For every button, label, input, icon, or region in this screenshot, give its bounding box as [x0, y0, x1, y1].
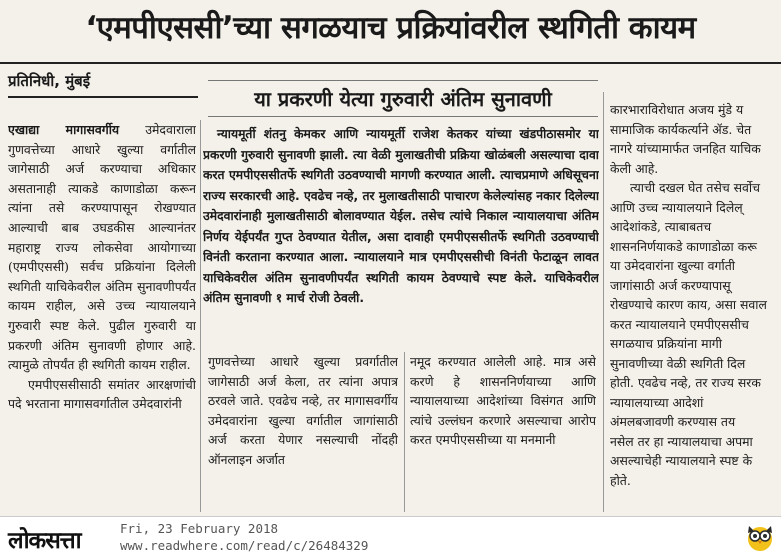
right-line: नागरे यांच्यामार्फत जनहित याचिक — [610, 141, 761, 156]
right-line: या उमेदवारांना खुल्या वर्गाती — [610, 258, 735, 273]
source-url[interactable]: www.readwhere.com/read/c/26484329 — [120, 538, 369, 553]
lead-in: एखाद्या मागासवर्गीय — [8, 122, 120, 137]
publication-date: Fri, 23 February 2018 — [120, 521, 279, 536]
right-line: होती. एवढेच नव्हे, तर राज्य सरक — [610, 375, 761, 390]
center-column-b — [410, 352, 596, 512]
right-line: करत न्यायालयाने एमपीएससीच — [610, 316, 749, 332]
center-bold-block — [203, 124, 599, 349]
right-line: सगळयाच प्रक्रियांना मागी — [610, 336, 722, 351]
right-line: आणि उच्च न्यायालयाने दिलेल् — [610, 199, 743, 215]
right-line: रोखण्याचे कारण काय, असा सवाल — [610, 297, 767, 312]
headline: ‘एमपीएससी’च्या सगळयाच प्रक्रियांवरील स्थगिती कायम — [85, 10, 696, 46]
right-column — [610, 100, 781, 510]
newspaper-logo: लोकसत्ता — [8, 528, 81, 554]
owl-icon — [745, 520, 775, 552]
byline: प्रतिनिधी, मुंबई — [8, 72, 91, 90]
right-line: नसेल तर हा न्यायालयाचा अपमा — [610, 433, 753, 449]
right-line: कारभाराविरोधात अजय मुंडे य — [610, 102, 744, 117]
right-line: जागांसाठी अर्ज करण्यापासू — [610, 277, 731, 293]
right-line: होते. — [610, 472, 631, 488]
byline-rule — [8, 96, 198, 98]
center-column-a — [208, 352, 398, 512]
left-column — [8, 120, 196, 512]
center-column-a-text: गुणवत्तेच्या आधारे खुल्या प्रवर्गातील जागेसाठी अर्ज केला, तर त्यांना अपात्र ठरवले जाते. एवढेच नव्हे, तर मागासवर्गीय उमेदवारांना खुल्या वर्गातील जागांसाठी अर्ज करता येणार नसल्याची नोंदही ऑनलाइन अर्जात — [208, 354, 398, 467]
right-line: असल्याचेही न्यायालयाने स्पष्ट के — [610, 453, 753, 468]
center-bold-paragraph: न्यायमूर्ती शंतनु केमकर आणि न्यायमूर्ती राजेश केतकर यांच्या खंडपीठासमोर या प्रकरणी गुरुवारी सुनावणी झाली. त्या वेळी मुलाखतीची प्रक्रिया खोळंबली असल्याचा दावा करत एमपीएससीतर्फे स्थगिती उठवण्याची मागणी करण्यात आली. त्याचप्रमाणे अधिसूचना राज्य सरकारची आहे. एवढेच नव्हे, तर मुलाखतीसाठी पाचारण केलेल्यांसह नकार दिलेल्या उमेदवारांनाही मुलाखतीसाठी बोलावण्यात येईल. तसेच त्यांचे निकाल न्यायालयाचा अंतिम निर्णय येईपर्यंत गुप्त ठेवण्यात येतील, असा दावाही एमपीएससीतर्फे स्थगिती उठवण्याची विनंती करताना करण्यात आला. न्यायालयाने मात्र एमपीएससीची विनंती फेटाळून लावत याचिकेवरील अंतिम सुनावणीपर्यंत स्थगिती कायम ठेवण्याचे स्पष्ट केले. याचिकेवरील अंतिम सुनावणी १ मार्च रोजी ठेवली. — [203, 127, 599, 305]
right-divider — [603, 92, 604, 512]
right-line: न्यायालयाच्या आदेशां — [610, 394, 704, 410]
subhead-rule-top — [208, 80, 598, 81]
left-paragraph-1-text: उमेदवाराला गुणवत्तेच्या आधारे खुल्या वर्गातील जागेसाठी अर्ज करण्याचा अधिकार असतानाही त्याकडे काणाडोळा करून त्यांना तसे करण्यापासून रोखण्यात आल्याची बाब उघडकीस आल्यानंतर महाराष्ट्र राज्य लोकसेवा आयोगाच्या (एमपीएससी) सर्वच प्रक्रियांना दिलेली स्थगिती याचिकेवरील अंतिम सुनावणीपर्यंत कायम राहील, असे उच्च न्यायालयाने गुरुवारी स्पष्ट केले. पुढील गुरुवारी या प्रकरणी अंतिम सुनावणी होणार आहे. त्यामुळे तोपर्यंत ही स्थगिती कायम राहील. — [8, 122, 196, 373]
subhead: या प्रकरणी येत्या गुरुवारी अंतिम सुनावणी — [254, 87, 552, 111]
subhead-rule-bottom — [208, 116, 598, 117]
left-column-paragraph-2: एमपीएससीसाठी समांतर आरक्षणांची पदे भरताना मागासवर्गातील उमेदवारांनी — [8, 376, 196, 412]
column-divider — [200, 120, 201, 512]
left-column-paragraph-1 — [8, 120, 196, 375]
right-line: सामाजिक कार्यकर्त्याने ॲड. चेत — [610, 121, 752, 137]
center-divider — [404, 352, 405, 512]
right-line: आदेशांकडे, त्याबाबतच — [610, 219, 712, 234]
footer-meta — [120, 520, 368, 554]
right-line: शासननिर्णयाकडे काणाडोळा करू — [610, 238, 757, 254]
center-column-b-text: नमूद करण्यात आलेली आहे. मात्र असे करणे हे शासननिर्णयाच्या आणि न्यायालयाच्या आदेशांच्या विसंगत आणि त्यांचे उल्लंघन करणारे असल्याचा आरोप करत एमपीएससीच्या या मनमानी — [410, 354, 596, 448]
right-line: त्याची दखल घेत तसेच सर्वोच — [630, 180, 760, 195]
right-line: सुनावणीच्या वेळी स्थगिती दिल — [610, 355, 746, 371]
right-line: केली आहे. — [610, 160, 659, 176]
footer-bar — [0, 516, 781, 556]
headline-rule — [0, 62, 781, 64]
right-line: अंमलबजावणी करण्यास तय — [610, 414, 736, 429]
